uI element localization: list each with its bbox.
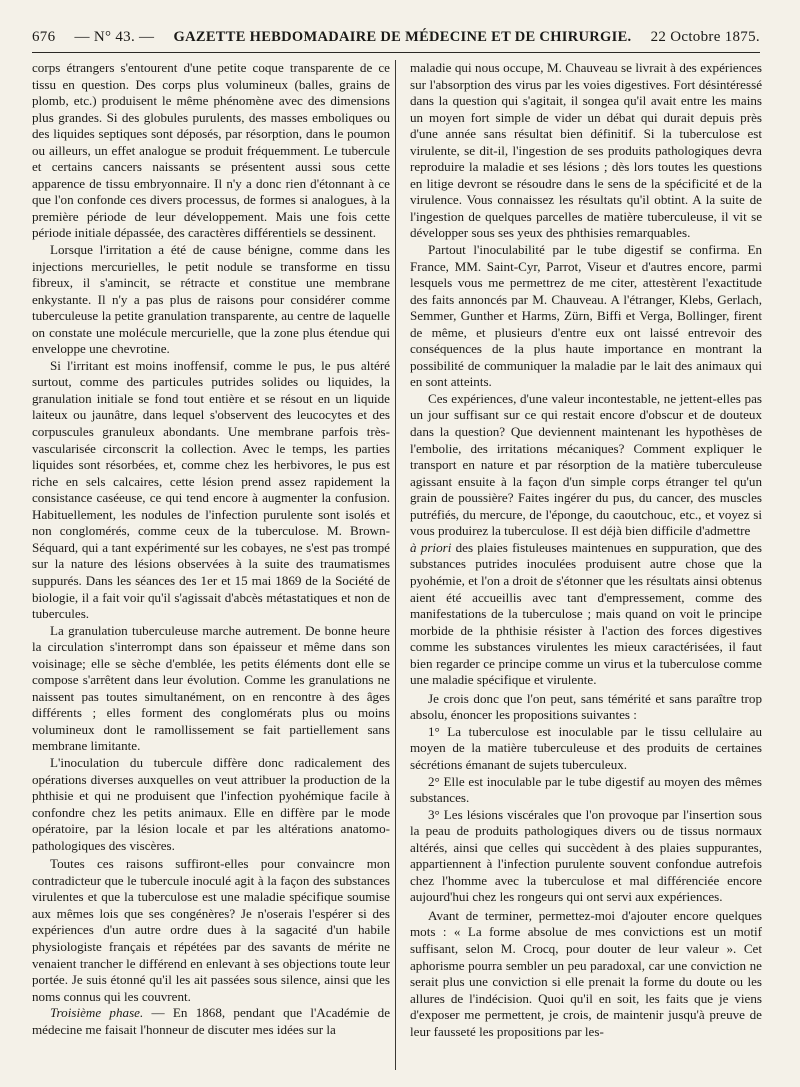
left-column bbox=[32, 60, 390, 1038]
paragraph: Lorsque l'irritation a été de cause bénigne, comme dans les injections mercurielles, le petit nodule se transforme en tissu fibreux, il s'amincit, se rétracte et constitue une membrane enkystante. Il n'y a pas plus de raisons pour considérer comme tuberculeuse la petite granulation transparente, au centre de laquelle on constate une molécule mercurielle, que la zone plus étendue qui enveloppe une chevrotine. bbox=[32, 242, 390, 357]
paragraph: Toutes ces raisons suffiront-elles pour convaincre mon contradicteur que le tubercule inoculé agit à la façon des substances virulentes et que la tuberculose est une maladie spécifique soumise aux mêmes lois que ses congénères? Je n'oserais l'espérer si des expériences d'un autre ordre dues à la sagacité d'un habile physiologiste français et répétées par des savants de mérite ne venaient trancher le différend en enlevant à ses objections toute leur portée. Je suis étonné qu'il les ait passées sous silence, ainsi que les noms connus qui les couvrent. bbox=[32, 856, 390, 1004]
paragraph: Si l'irritant est moins inoffensif, comme le pus, le pus altéré surtout, comme des particules putrides solides ou liquides, la granulation initiale se fond tout entière et se résout en un liquide laiteux ou jaunâtre, dans lequel s'observent des leucocytes et des corpuscules granuleux abondants. Une membrane parfois très-vascularisée circonscrit la collection. Avec le temps, les parties liquides sont résorbées, et, comme chez les herbivores, le pus est riche en sels calcaires, cette lésion prend assez rapidement la consistance caséeuse, ce qui tend encore à augmenter la confusion. Habituellement, les nodules de l'infection purulente sont isolés et non conglomérés, comme ceux de la tuberculose. M. Brown-Séquard, qui a tant expérimenté sur les cobayes, ne s'est pas trompé sur la nature des lésions observées à la suite des traumatismes suppurés. Dans les séances des 1er et 15 mai 1869 de la Société de biologie, il a fait voir qu'il s'agissait d'abcès métastatiques et non de tubercules. bbox=[32, 357, 390, 622]
issue-date: 22 Octobre 1875. bbox=[650, 28, 760, 45]
journal-title: GAZETTE HEBDOMADAIRE DE MÉDECINE ET DE CHIRURGIE. bbox=[173, 28, 632, 45]
paragraph bbox=[32, 1005, 390, 1038]
paragraph: Avant de terminer, permettez-moi d'ajouter encore quelques mots : « La forme absolue de mes convictions est un motif suffisant, selon M. Crocq, pour douter de leur valeur ». Cet aphorisme pourra sembler un peu paradoxal, car une conviction ne serait plus une conviction si elle prenait la forme du doute ou les allures de l'indécision. Quoi qu'il en soit, les faits que je viens d'exposer me permettent, je crois, de maintenir jusqu'à preuve de leur fausseté les propositions par les- bbox=[410, 907, 762, 1039]
issue-number: — N° 43. — bbox=[74, 28, 155, 45]
proposition: 3° Les lésions viscérales que l'on provoque par l'insertion sous la peau de produits pathologiques divers ou de tissus normaux altérés, ainsi que celles qui succèdent à des plaies suppurantes, appartiennent à l'infection purulente souvent confondue autrefois chez l'homme avec la tuberculose et mal différenciée encore aujourd'hui chez les rongeurs qui ont servi aux expériences. bbox=[410, 806, 762, 905]
proposition: 1° La tuberculose est inoculable par le tissu cellulaire au moyen de la matière tuberculeuse et des produits de certaines sécrétions émanant de sujets tuberculeux. bbox=[410, 723, 762, 772]
paragraph: corps étrangers s'entourent d'une petite coque transparente de ce tissu en question. Des corps plus volumineux (balles, grains de plomb, etc.) produisent le même phénomène avec des dimensions plus grandes. Si des globules purulents, des masses emboliques ou des liquides septiques sont déposés, par résorption, dans le poumon ou ailleurs, un effet analogue se produit fréquemment. Le tubercule et certains cancers naissants se présentent aussi sous cette apparence de tissu embryonnaire. Il n'y a donc rien d'étonnant à ce que l'on confonde ces divers processus, de formes si analogues, à la première période de leur développement. Mais une fois cette période initiale dépassée, des caractères différentiels se dessinent. bbox=[32, 60, 390, 241]
section-heading: Troisième phase. bbox=[50, 1005, 144, 1021]
column-divider bbox=[395, 60, 396, 1070]
paragraph-text: que des substances putrides inoculées produisent autre chose que la pyohémie, et l'on a droit de s'étonner que les résultats ainsi obtenus aient été accueillis avec tant d'empressement, comme des manifestations de la tuberculose ; mais quand on voit le principe morbide de la phthisie résister à l'action des forces digestives comme les substances virulentes les mieux caractérisées, il faut bien regarder ce principe comme un virus et la tuberculose comme une maladie spécifique et virulente. bbox=[410, 539, 763, 688]
paragraph: La granulation tuberculeuse marche autrement. De bonne heure la circulation s'interrompt dans son épaisseur et même dans son voisinage; elle se sèche d'emblée, les petits éléments dont elle se compose s'arrêtent dans leur évolution. Comme les granulations ne naissent pas toutes simultanément, on en rencontre à des âges différents ; elles forment des conglomérats plus ou moins volumineux dont le ramollissement se fait partiellement sans membrane limitante. bbox=[32, 622, 390, 754]
paragraph: L'inoculation du tubercule diffère donc radicalement des opérations diverses auxquelles on veut attribuer la production de la phthisie et qui ne produisent que l'infection pyohémique facile à confondre chez les petits animaux. Elle en diffère par le mode opératoire, par la lésion locale et par les altérations anatomo-pathologiques des viscères. bbox=[32, 754, 390, 853]
paragraph: Ces expériences, d'une valeur incontestable, ne jettent-elles pas un jour suffisant sur ce qui restait encore d'obscur et de douteux dans la question? Que deviennent maintenant les hypothèses de l'embolie, des irritations mécaniques? Comment expliquer le transport en nature et par résorption de la matière tuberculeuse agissant ensuite à la façon d'un simple corps étranger tel qu'un grain de poussière? Faites ingérer du pus, du cancer, des muscles putréfiés, du mercure, de l'éponge, du caoutchouc, etc., et voyez si vous produirez la tuberculose. Il est déjà bien difficile d'admettre bbox=[410, 390, 762, 539]
page-header bbox=[32, 22, 760, 53]
paragraph: Partout l'inoculabilité par le tube digestif se confirma. En France, MM. Saint-Cyr, Parrot, Viseur et d'autres encore, parmi lesquels vous me permettrez de me citer, attestèrent l'exactitude des faits annoncés par M. Chauveau. A l'étranger, Klebs, Gerlach, Semmer, Gunther et Harms, Zürn, Biffi et Verga, Bollinger, firent de même, et plusieurs d'entre eux ont laissé entrevoir des conséquences de la plus haute importance en montrant la possibilité de communiquer la maladie par le lait des animaux qui en sont atteints. bbox=[410, 242, 762, 390]
right-column bbox=[410, 60, 762, 1040]
page-number: 676 bbox=[32, 28, 56, 45]
italic-term: à priori bbox=[410, 539, 452, 555]
paragraph bbox=[410, 540, 762, 689]
paragraph-text: des plaies fistuleuses maintenues en suppuration, bbox=[451, 539, 718, 555]
proposition: 2° Elle est inoculable par le tube digestif au moyen des mêmes substances. bbox=[410, 773, 762, 806]
paragraph-text: — En 1868, pendant que l'Académie de médecine me faisait l'honneur de discuter mes idées sur la bbox=[32, 1005, 391, 1037]
paragraph: maladie qui nous occupe, M. Chauveau se livrait à des expériences sur l'absorption des virus par les voies digestives. Fort désintéressé dans la question qui s'agitait, il songea qu'il avait entre les mains un moyen fort simple de vider un débat qui durait depuis près d'une année sans résultat bien définitif. Si la tuberculose est virulente, se dit-il, l'ingestion de ses produits pathologiques devra reproduire la maladie et ses lésions ; dès lors toutes les questions en litige devront se résoudre dans le sens de la spécificité et de la virulence. Vous connaissez les résultats qu'il obtint. A la suite de l'ingestion de quelques parcelles de matière tuberculeuse, il vit se développer sous ses yeux des phthisies remarquables. bbox=[410, 60, 762, 241]
paragraph: Je crois donc que l'on peut, sans témérité et sans paraître trop absolu, énoncer les propositions suivantes : bbox=[410, 690, 762, 723]
